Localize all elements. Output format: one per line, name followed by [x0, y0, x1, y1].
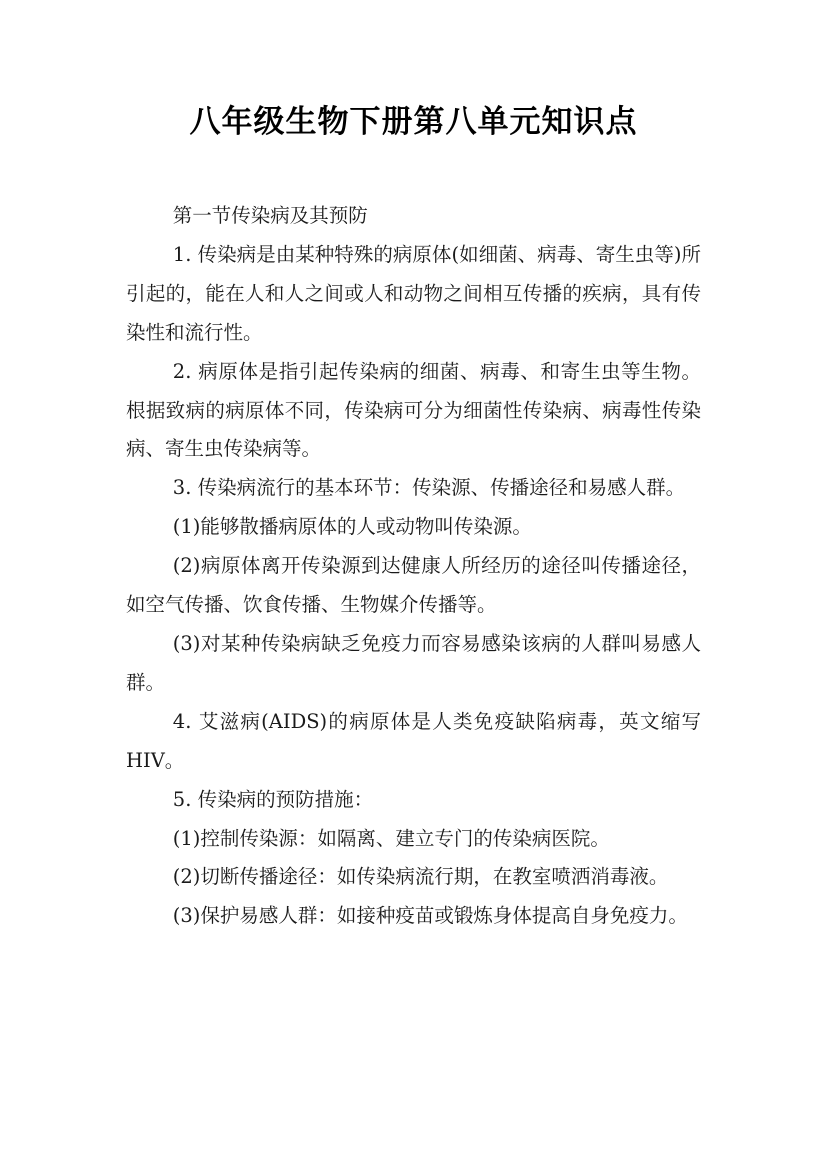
document-title: 八年级生物下册第八单元知识点: [189, 104, 638, 140]
paragraph-3-item-2: (2)病原体离开传染源到达健康人所经历的途径叫传播途径，如空气传播、饮食传播、生物媒介传播等。: [126, 554, 701, 617]
document-body: [126, 197, 701, 936]
paragraph-4: 4. 艾滋病(AIDS)的病原体是人类免疫缺陷病毒，英文缩写HIV。: [126, 709, 701, 772]
paragraph-3-item-1: (1)能够散播病原体的人或动物叫传染源。: [172, 515, 532, 539]
paragraph-5-item-1: (1)控制传染源：如隔离、建立专门的传染病医院。: [172, 826, 610, 850]
paragraph-2: 2. 病原体是指引起传染病的细菌、病毒、和寄生虫等生物。根据致病的病原体不同，传染病可分为细菌性传染病、病毒性传染病、寄生虫传染病等。: [126, 359, 701, 461]
paragraph-5-item-3: (3)保护易感人群：如接种疫苗或锻炼身体提高自身免疫力。: [172, 904, 688, 928]
paragraph-5: 5. 传染病的预防措施：: [172, 787, 374, 811]
paragraph-3-item-3: (3)对某种传染病缺乏免疫力而容易感染该病的人群叫易感人群。: [126, 631, 701, 694]
paragraph-3: 3. 传染病流行的基本环节：传染源、传播途径和易感人群。: [172, 476, 686, 500]
paragraph-1: 1. 传染病是由某种特殊的病原体(如细菌、病毒、寄生虫等)所引起的，能在人和人之间或人和动物之间相互传播的疾病，具有传染性和流行性。: [126, 242, 701, 344]
section-heading: 第一节传染病及其预防: [172, 204, 368, 227]
paragraph-5-item-2: (2)切断传播途径：如传染病流行期，在教室喷洒消毒液。: [172, 865, 669, 889]
